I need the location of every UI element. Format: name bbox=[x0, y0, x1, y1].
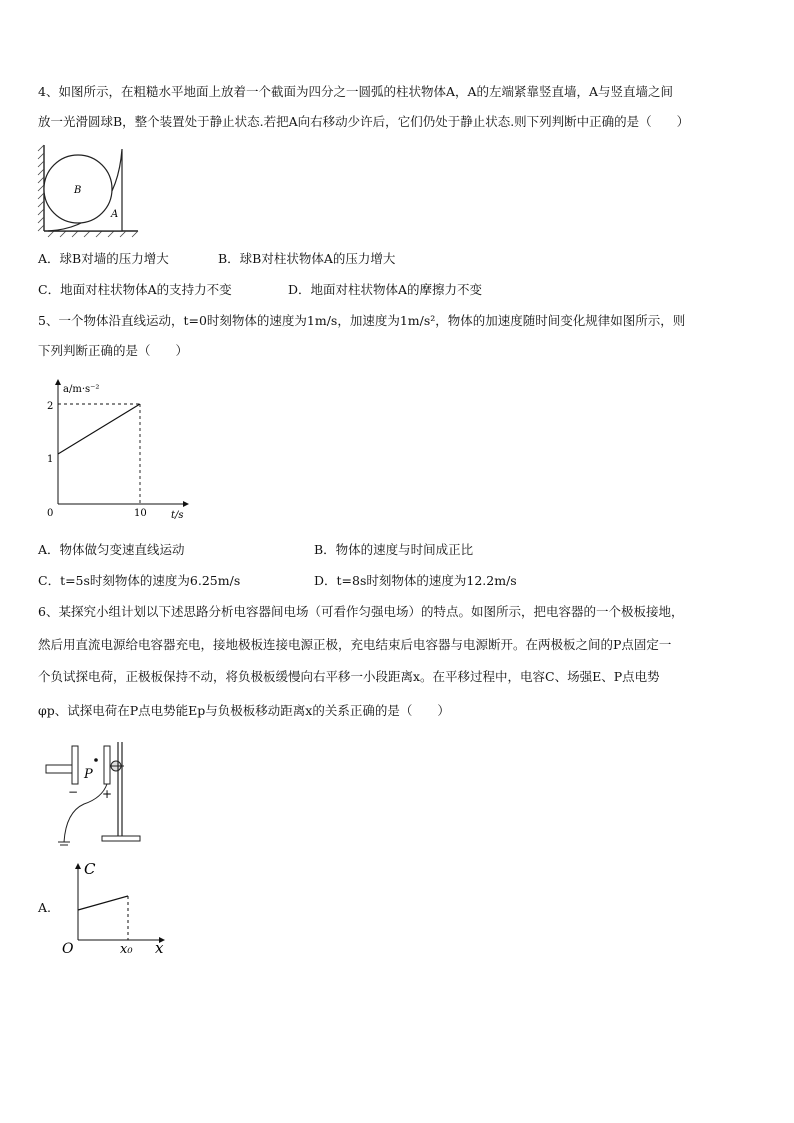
left-plate-holder bbox=[46, 765, 72, 773]
x-tick-0: 0 bbox=[47, 508, 54, 519]
q4-option-a: A．球B对墙的压力增大 bbox=[38, 251, 169, 266]
c-curve bbox=[78, 896, 128, 910]
label-minus: − bbox=[68, 785, 79, 799]
q6-stem-line2: 然后用直流电源给电容器充电，接地极板连接电源正极，充电结束后电容器与电源断开。在两极板之间的P点固定一 bbox=[38, 637, 672, 652]
label-a: A bbox=[111, 209, 119, 220]
q6-stem-line1: 6、某探究小组计划以下述思路分析电容器间电场（可看作匀强电场）的特点。如图所示，把电容器的一个极板接地， bbox=[38, 604, 684, 619]
q4-option-b: B．球B对柱状物体A的压力增大 bbox=[218, 251, 396, 266]
x-axis-label: t/s bbox=[171, 510, 184, 521]
left-plate bbox=[72, 746, 78, 784]
x0-label: x₀ bbox=[120, 942, 133, 957]
label-plus: + bbox=[102, 787, 113, 801]
q6-option-a-graph bbox=[58, 858, 168, 960]
right-plate bbox=[104, 746, 110, 784]
c-axis-label: C bbox=[84, 860, 96, 878]
q4-figure bbox=[38, 143, 148, 233]
wall-hatch bbox=[38, 145, 44, 231]
x-axis-label: x bbox=[155, 939, 164, 957]
acceleration-line bbox=[58, 404, 140, 454]
origin-label: O bbox=[62, 941, 74, 957]
ground-hatch bbox=[48, 231, 138, 237]
label-p: P bbox=[84, 767, 93, 782]
q5-option-d: D．t=8s时刻物体的速度为12.2m/s bbox=[314, 573, 517, 588]
q5-option-b: B．物体的速度与时间成正比 bbox=[314, 542, 474, 557]
y-axis-label: a/m·s⁻² bbox=[63, 384, 100, 395]
q6-stem-line3: 个负试探电荷，正极板保持不动，将负极板缓慢向右平移一小段距离x。在平移过程中，电容C、场强E、P点电势 bbox=[38, 669, 660, 684]
q5-stem-line1: 5、一个物体沿直线运动，t=0时刻物体的速度为1m/s，加速度为1m/s²，物体的加速度随时间变化规律如图所示，则 bbox=[38, 313, 686, 328]
q6-option-a-label: A. bbox=[38, 900, 52, 915]
q5-acceleration-chart bbox=[38, 372, 198, 522]
q5-option-a: A．物体做匀变速直线运动 bbox=[38, 542, 185, 557]
y-tick-1: 1 bbox=[47, 454, 54, 465]
label-b: B bbox=[74, 185, 82, 196]
q5-option-c: C．t=5s时刻物体的速度为6.25m/s bbox=[38, 573, 241, 588]
q4-option-c: C．地面对柱状物体A的支持力不变 bbox=[38, 282, 232, 297]
q4-stem-line1: 4、如图所示，在粗糙水平地面上放着一个截面为四分之一圆弧的柱状物体A，A的左端紧靠竖直墙，A与竖直墙之间 bbox=[38, 84, 674, 99]
q4-option-d: D．地面对柱状物体A的摩擦力不变 bbox=[288, 282, 483, 297]
stand-base bbox=[102, 836, 140, 841]
x-tick-10: 10 bbox=[134, 508, 147, 519]
q5-stem-line2: 下列判断正确的是（ ） bbox=[38, 343, 189, 358]
y-tick-2: 2 bbox=[47, 401, 54, 412]
q6-capacitor-figure bbox=[44, 738, 164, 848]
point-p bbox=[94, 758, 98, 762]
q4-stem-line2: 放一光滑圆球B，整个装置处于静止状态.若把A向右移动少许后，它们仍处于静止状态.则下列判断中正确的是（ ） bbox=[38, 114, 690, 129]
q6-stem-line4: φp、试探电荷在P点电势能Ep与负极板移动距离x的关系正确的是（ ） bbox=[38, 703, 450, 718]
